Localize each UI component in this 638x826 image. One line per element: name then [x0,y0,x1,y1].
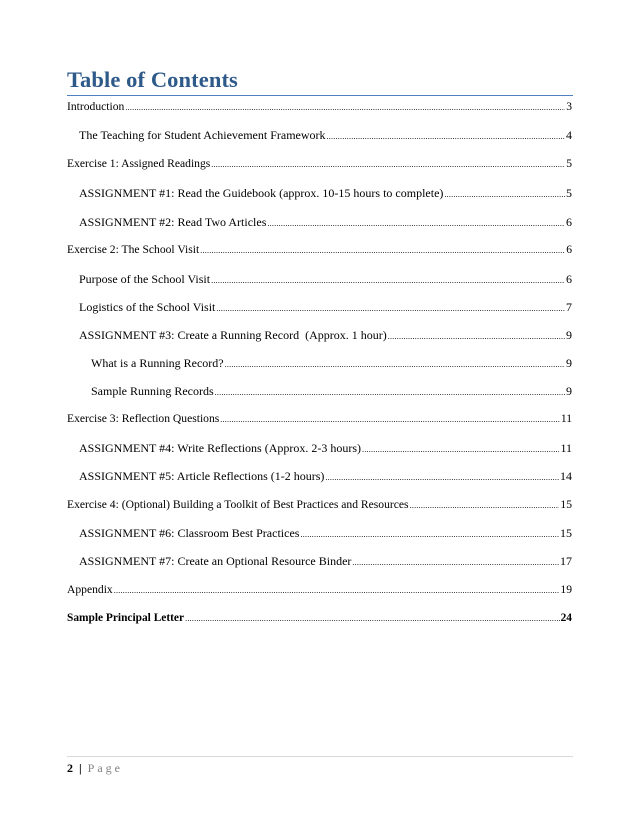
toc-entry-page: 6 [566,243,572,256]
toc-entry-sample-records[interactable] [67,382,572,400]
toc-entry-text: Exercise 3: Reflection Questions [67,412,220,425]
toc-entry-text: Appendix [67,583,113,596]
dot-leader [220,410,560,429]
dot-leader [388,326,565,346]
toc-entry-logistics[interactable] [67,298,572,316]
toc-entry-page: 15 [560,498,572,511]
toc-entry-page: 24 [560,612,572,624]
dot-leader [185,609,560,628]
toc-entry-assignment-3[interactable] [67,326,572,344]
toc-entry-framework[interactable] [67,126,572,144]
dot-leader [215,382,565,402]
toc-entry-page: 9 [566,384,572,398]
toc-entry-text: ASSIGNMENT #3: Create a Running Record (Approx. 1 hour) [79,328,387,342]
footer-page-number: 2 [67,761,73,775]
toc-entry-text: ASSIGNMENT #1: Read the Guidebook (approx. 10-15 hours to complete) [79,186,444,200]
toc-entry-assignment-4[interactable] [67,439,572,457]
toc-entry-running-record[interactable] [67,354,572,372]
toc-entry-exercise-4[interactable] [67,496,572,514]
dot-leader [325,467,559,487]
toc-entry-assignment-1[interactable] [67,184,572,202]
toc-entry-page: 4 [566,128,572,142]
toc-entry-page: 5 [566,186,572,200]
toc-entry-page: 15 [560,526,572,540]
toc-entry-exercise-2[interactable] [67,241,572,259]
dot-leader [114,581,560,600]
toc-entry-assignment-2[interactable] [67,213,572,231]
dot-leader [225,354,565,374]
toc-entry-page: 7 [566,300,572,314]
toc-entry-text: ASSIGNMENT #4: Write Reflections (Approx. 2-3 hours) [79,441,362,455]
dot-leader [327,126,565,146]
dot-leader [211,270,565,290]
dot-leader [352,552,559,572]
toc-entry-page: 17 [560,554,572,568]
toc-entry-text: Exercise 4: (Optional) Building a Toolkit of Best Practices and Resources [67,498,409,511]
footer-page-label: Page [87,761,123,775]
toc-entry-page: 3 [566,100,572,113]
dot-leader [362,439,559,459]
footer-divider [67,756,573,757]
toc-entry-exercise-1[interactable] [67,155,572,173]
toc-entry-page: 9 [566,356,572,370]
toc-entry-text: What is a Running Record? [91,356,224,370]
toc-entry-page: 6 [566,272,572,286]
toc-entry-text: Exercise 2: The School Visit [67,243,200,256]
toc-entry-text: Sample Principal Letter [67,612,185,624]
dot-leader [200,241,565,260]
toc-entry-text: Introduction [67,100,125,113]
toc-heading: Table of Contents [67,67,238,92]
page-footer [67,760,123,776]
toc-entry-purpose[interactable] [67,270,572,288]
toc-entry-page: 11 [560,412,572,425]
dot-leader [211,155,565,174]
toc-entry-exercise-3[interactable] [67,410,572,428]
toc-entry-page: 14 [560,469,572,483]
toc-entry-assignment-6[interactable] [67,524,572,542]
toc-entry-text: ASSIGNMENT #2: Read Two Articles [79,215,267,229]
toc-entry-principal-letter[interactable] [67,609,572,627]
toc-entry-text: Sample Running Records [91,384,214,398]
dot-leader [216,298,565,318]
toc-entry-text: The Teaching for Student Achievement Framework [79,128,326,142]
dot-leader [300,524,559,544]
toc-entry-introduction[interactable] [67,98,572,116]
dot-leader [267,213,565,233]
toc-entry-assignment-7[interactable] [67,552,572,570]
toc-entry-text: Purpose of the School Visit [79,272,211,286]
dot-leader [444,184,565,204]
toc-entry-page: 11 [560,441,572,455]
dot-leader [125,98,565,117]
toc-entry-text: ASSIGNMENT #6: Classroom Best Practices [79,526,300,540]
toc-entry-page: 6 [566,215,572,229]
dot-leader [410,496,560,515]
toc-entry-text: Exercise 1: Assigned Readings [67,157,211,170]
toc-entry-text: ASSIGNMENT #5: Article Reflections (1-2 hours) [79,469,325,483]
toc-entry-page: 9 [566,328,572,342]
toc-entry-text: ASSIGNMENT #7: Create an Optional Resource Binder [79,554,352,568]
toc-entry-page: 5 [566,157,572,170]
toc-entry-page: 19 [560,583,572,596]
heading-underline [67,95,573,96]
toc-entry-appendix[interactable] [67,581,572,599]
footer-separator: | [79,761,82,775]
toc-entry-text: Logistics of the School Visit [79,300,216,314]
toc-entry-assignment-5[interactable] [67,467,572,485]
